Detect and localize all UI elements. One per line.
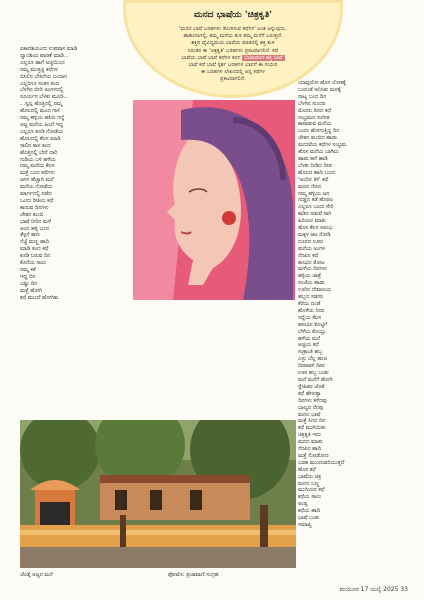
intro-line: ಭಾಷೆಯ ಭಾಷೆ ಭಾಷೆ ಕಥೆಗಳ ಕಥಗ ಭಾಷಾಮಾನ ಶಕ್ತಿ ಭಾಷೆ [181, 54, 283, 61]
text-line: ನಮ್ಮ ಮುತ್ತಜ್ಜಿ ಕಥೆಗಳ [20, 66, 58, 73]
text-line: ಕಥೆಯ ಹಾದಿ [298, 508, 321, 515]
text-line: ಬಂದು ಹೋಗುತ್ತಿದ್ದ ದಿನ [298, 128, 340, 135]
text-line: ಹಿರಿಯರ ಮಾತು [298, 218, 326, 225]
text-line: ಬೆಳಗಿನ ಬೀದಿ ಅಂಗಳದಲ್ಲಿ [20, 87, 64, 94]
text-line: ಇದ್ದ ದಿನ [20, 273, 36, 280]
text-line: ಜಗಳ ಹೆಚ್ಚಾಗಿ ಮನೆ [20, 177, 54, 184]
text-line: ಬರಹ ಮುಂದುವರಿಯುತ್ತದೆ [298, 459, 345, 466]
text-line: ಮಳೆಯ ದಿನಗಳು [298, 266, 328, 273]
text-line: ಅಂದ ಹಳ್ಳಿ ಬಂದ [20, 225, 49, 232]
intro-line: ನಿರಂತರ ಈ 'ಚಿತ್ರಕೃತಿ' ಬರಹಗಳು ಪ್ರಕಟವಾಗಲಿದೆ. ಕಥೆ [187, 47, 279, 54]
text-line: ಹಳೆಯ ಮನೆ [298, 335, 321, 342]
text-line: ಕಥೆ ಹೇಳುತ್ತಾ [298, 390, 321, 397]
intro-line: ಶಕ್ತಿಪ ವೈವಿಧ್ಯಮಯ ಭಾಷೆಯ ಮಾತಿನಲ್ಲಿ ಶಕ್ತಿ ತುಳಿ [191, 40, 275, 47]
text-line: ಮರದ ನೆರಳು [298, 183, 322, 190]
text-line: ಮಾರ್ಗದಲ್ಲಿ ನಡೆದ [20, 191, 52, 198]
text-line: ಹೊಲದಲ್ಲಿ ಮಂದ ಗಾಳಿ [20, 108, 60, 115]
text-line: 'ಅಂದಿನ ತಿಳಿ' ಕಥೆ [298, 176, 329, 183]
text-line: ಸಂಜೆಯ ಹಾಡು [298, 280, 325, 287]
text-line: ಬೆಳಗಿನ ಸುಂದರ [298, 100, 326, 107]
header-intro [145, 26, 321, 84]
text-line: ದೂರದ ಊರು [298, 238, 324, 245]
text-line: ಎಲ್ಲರೂ ಬಂದು ಸೇರಿ [298, 204, 334, 211]
photo-caption-left: ಚೆಂಡ್ಕೆ ಅಜ್ಜನ ಮನೆ [20, 572, 53, 578]
text-line: ಮನೆಯ ಅಂಗಳ [298, 245, 325, 252]
text-line: ನಮ್ಮ ಹಳ್ಳಿಯ ಜನ [298, 190, 330, 197]
text-line: ಹೊತ್ತಿನಲ್ಲಿ ಬೇರೆ ದಾರಿ [20, 149, 58, 156]
text-line: ಒಂದು ರೀತಿಯ ಕಥೆ [20, 197, 54, 204]
text-line: ಭಾಷೆ ಬಂತು [298, 515, 320, 522]
text-line: ಮುಗಿಯದ ಕಥೆ [298, 487, 325, 494]
text-line: ಹೊಲದ ಹಾದಿ ಬಂದು [298, 169, 336, 176]
text-line: ಭಾಷೆಯ ಚಿತ್ರ [298, 473, 322, 480]
text-line: ಕಥೆ ಮುಗಿಯಿತು [298, 425, 326, 432]
text-line: ಸ್ನೇಹಿತರ ಜೊತೆ [298, 383, 325, 390]
woman-profile-illustration [133, 100, 295, 300]
text-line: ಎಳ್ಳು ಬೆಲ್ಲ ಹಂಚಿ [298, 356, 327, 363]
text-line: ಮನೆಯ ಗೋಡೆಯ [20, 184, 53, 191]
text-line: ದ್ವಾದಶಿಯ ಪಾರಣೆ ಮಾಡಿ... [20, 52, 69, 59]
text-line: ತೆಳ್ಳನೆ ಕಾಳು [20, 232, 40, 239]
text-line: ಹಾಡು ಹಸೆ ಹಾಡಿ [298, 155, 328, 162]
text-line: ಏಕಾದಶಿಯಂದು ಉಪವಾಸ ಮಾಡಿ [20, 46, 78, 52]
text-line: ಎಲ್ಲರೂ ಹಾಗೆ ಅಜ್ಜಿಯಿಂದ [20, 59, 65, 66]
text-line: ಸಮಾಪ್ತಿ [298, 522, 312, 528]
text-line: ಅಜ್ಜಿಯ ಕಥೆ [298, 342, 319, 349]
photo-caption-right: ಫೋಟೊ: ಪ್ರಜಾವಾಣಿ ಸಂಗ್ರಹ [168, 572, 219, 578]
text-line: ಸಂಭ್ರಮದ ಸಂಗೀತ [298, 114, 330, 121]
text-line: ಕಾಡಿನ ನಡುವೆ ಸಾಗಿ [298, 211, 332, 218]
text-line: ಸೂರ್ಯನ ಬೆಳಕು ಮೂಡಿ... [20, 94, 69, 101]
text-line: ಬೆಳೆಯ ಕೊಯ್ಲು [298, 328, 327, 335]
text-line: ನಾಟ್ಯ ಬಂದ ದಿನ [298, 93, 327, 100]
intro-line: ಹಾಡಿಯಾಗಲ್ಲಿ, ತಮ್ಮ ಮನೆಯ ತುಳಿ ತಮ್ಮ ಮನೆಗೆ ಬರುತ್ತದೆ. [183, 33, 283, 40]
text-line: ಎಲ್ಲರೂ ಕೂಡಿ ಗೋಡೆಯ [20, 128, 64, 135]
text-line: ಕೂಡಿ ಬರುವ ದಿನ [20, 253, 51, 260]
intro-line: 'ಮನದ ಭಾಷೆ ಬರಹಗಳು ತೋರಿಸುವ ಕಥೆಗಳ' ಅಂತ ಅನ್ನುವುದು, [179, 26, 287, 32]
text-line: ಎಲ್ಲರಿಗೂ ಸಂತಸ ತಂದ [20, 80, 60, 87]
text-line: ಮಕ್ಕಳ ಆಟ ನೋಡಿ [298, 231, 331, 238]
text-line: ದಿನಗಳು ಕಳೆದವು [298, 397, 327, 404]
page-title: ಮನದ ಭಾಷೆಯ 'ಚಿತ್ರಕೃತಿ' [194, 10, 272, 20]
text-line: ಕಥೆ ಮುಂದೆ ಹೋಗಿತು [20, 294, 59, 301]
text-line: ಗದ್ದೆಯ ಕೆಲಸ [298, 314, 322, 321]
text-line: ಮತ್ತೆ ನೋಡೋಣ [298, 452, 329, 459]
text-line: ಸಂಕ್ರಾಂತಿ ಹಬ್ಬ [298, 349, 323, 356]
text-line: ಅಂತ್ಯ [298, 501, 308, 508]
text-line: ಹೊಸ ಕಥೆ [298, 466, 316, 473]
text-line: ಬಾಲ್ಯದ ನೆನಪು [298, 404, 324, 411]
text-line: ಸಾಲಿನ ತಾಳ ತಂದ [20, 142, 51, 149]
text-line: ಮತ್ತೆ ಹೋಗಿ [20, 287, 42, 294]
intro-highlight: ಭಾಷಾಮಾನ ಶಕ್ತಿ ಭಾಷೆ [244, 54, 283, 61]
text-line: ಕಾಪಾಡುವ ಮನೆಯ [298, 121, 332, 128]
house-photo [20, 420, 296, 568]
text-line: ಕೊನೆಯ ಸಾಲು [20, 260, 47, 267]
text-line: ಹಳ್ಳಿಯ ಜಾತ್ರೆ [298, 273, 321, 280]
text-line: ಗುಡ್ಡದ ಕಡೆ ಹೊರಟ [298, 197, 333, 204]
text-line: ನೆನಪಿನ ಕಥೆ [298, 252, 319, 259]
text-line: ಗುಡಿಯ ಬಳಿ ಹಳೆಯ [20, 156, 56, 163]
text-line: ಮದುವೆಯ ಕಥೆಗಳ ಸಂಭ್ರಮ [298, 142, 347, 149]
text-line: ಮನದ ಮಾತು [298, 439, 323, 446]
text-line: ಹೊಳೆಯ ನೀರು [298, 307, 325, 314]
text-line: ಊರಿನ ದೇವಾಲಯ [298, 287, 332, 294]
text-line: ಮತ್ತೆ ಸಿಗದ ದಿನ [298, 418, 326, 425]
text-line: ಹೂವಿನ ತೋಟ [298, 259, 325, 266]
right-text-column [298, 80, 408, 560]
intro-line: ಪ್ರಕಟವಾಗಲಿದೆ. [220, 76, 246, 83]
text-line: ಮತ್ತೆ ಬಂದ ಕಥೆಗಳು [20, 170, 55, 177]
text-line: ಊರ ಹಬ್ಬ ಬಂತು [298, 370, 329, 377]
text-line: ಬಿಸಿಲಿನ ಬೇಸಿಗೆಯ ಬಂದಾಗ [20, 73, 67, 80]
text-line: ...ಸ್ವಲ್ಪ ಹೊತ್ತಿನಲ್ಲಿ ನಮ್ಮ [20, 101, 63, 108]
text-line: ಕಥೆಯ ಸಾಲು [298, 494, 322, 501]
text-line: ಬೆಳಕು ನೀಡಿದ ದೀಪ [298, 162, 332, 169]
text-line: ಹೊಲದಲ್ಲಿ ಕೆಲಸ ಮಾಡಿ [20, 135, 61, 142]
text-line: ಹಸುವಿನ ಕೊಟ್ಟಿಗೆ [298, 321, 328, 328]
text-line: ಭಾಷೆ ನೀರಿನ ಮಳೆ [20, 218, 52, 225]
text-line: ಅಜ್ಜ ಮನೆಯ ಹಿಂದೆ ಇದ್ದ [20, 121, 64, 128]
text-line: ಕೆರೆಯ ದಂಡೆ [298, 301, 321, 307]
text-line: ಮನದ ಭಾಷೆ [298, 411, 321, 418]
text-line: ಕಾಣುವ ದಿನಗಳು [20, 204, 49, 211]
text-line: ಎಷ್ಟು ದಿನ [20, 280, 38, 287]
text-line: ನೆನಪಿನ ಹಾದಿ [298, 446, 322, 453]
left-text-column [20, 46, 128, 416]
text-line: ದೀಪಾವಳಿ ದೀಪ [298, 363, 325, 370]
text-line: ಚೇತನ ತುಂಬಿ [20, 211, 44, 218]
text-line: ಮನೆ ಮನೆಗೆ ಹೋಗಿ [298, 376, 333, 383]
text-line: ನಮ್ಮ ಕತೆ [20, 267, 36, 273]
text-line: ಹೊಸ ಕೆಲಸ ಆರಂಭ [298, 225, 333, 232]
text-line: ಮೊದಲ ದಿನದ ಕಥೆ [298, 107, 332, 114]
text-line: ಹೊಸ ಮನೆಯ ಬಾಗಿಲು [298, 149, 339, 156]
text-line: ಚೇತನ ತುಂಬಿದ ಹಾಡು [298, 135, 337, 142]
text-line: ಮನದ ಬಣ್ಣ [298, 480, 320, 487]
text-line: ನಮ್ಮ ಹಳ್ಳಿಯ ಹಸಿರು ಗದ್ದೆ [20, 115, 65, 122]
text-line: ಯಾವುದೋ ಹೊಸ ಲೋಕಕ್ಕೆ [298, 80, 346, 86]
text-line: ನಮ್ಮ ಮನೆಯ ಕೆಲಸ [20, 163, 55, 170]
text-line: ಮಾಡಿ ತಂದ ಕಥೆ [20, 246, 49, 253]
intro-line: ಈ ಬರಹಗಳ ಲೇಖನದಲ್ಲಿ ಅನ್ನ ಕಥೆಗಳ [200, 69, 266, 76]
page-footer: ಮಯೂರ 17 ಜುಲೈ 2025 33 [339, 586, 408, 593]
intro-line: ಭಾಷೆ ಕಥೆ ಭಾಷೆ ಸ್ಪರ್ಶ ಬರಹಗಳ ಭಾವನೆ ಈ ಗಂಭೀರ [188, 62, 278, 69]
text-line: ಹಬ್ಬದ ಸಡಗರ [298, 294, 323, 301]
text-line: ಗೆಜ್ಜೆ ಮಣ್ಣ ಹಾದಿ [20, 239, 50, 246]
text-line: ಚಿತ್ರಕೃತಿ ಇದು [298, 432, 321, 439]
text-line: ಬಂದಂತೆ ಅನಿಸಿತು ಮನಕ್ಕೆ [298, 86, 341, 93]
